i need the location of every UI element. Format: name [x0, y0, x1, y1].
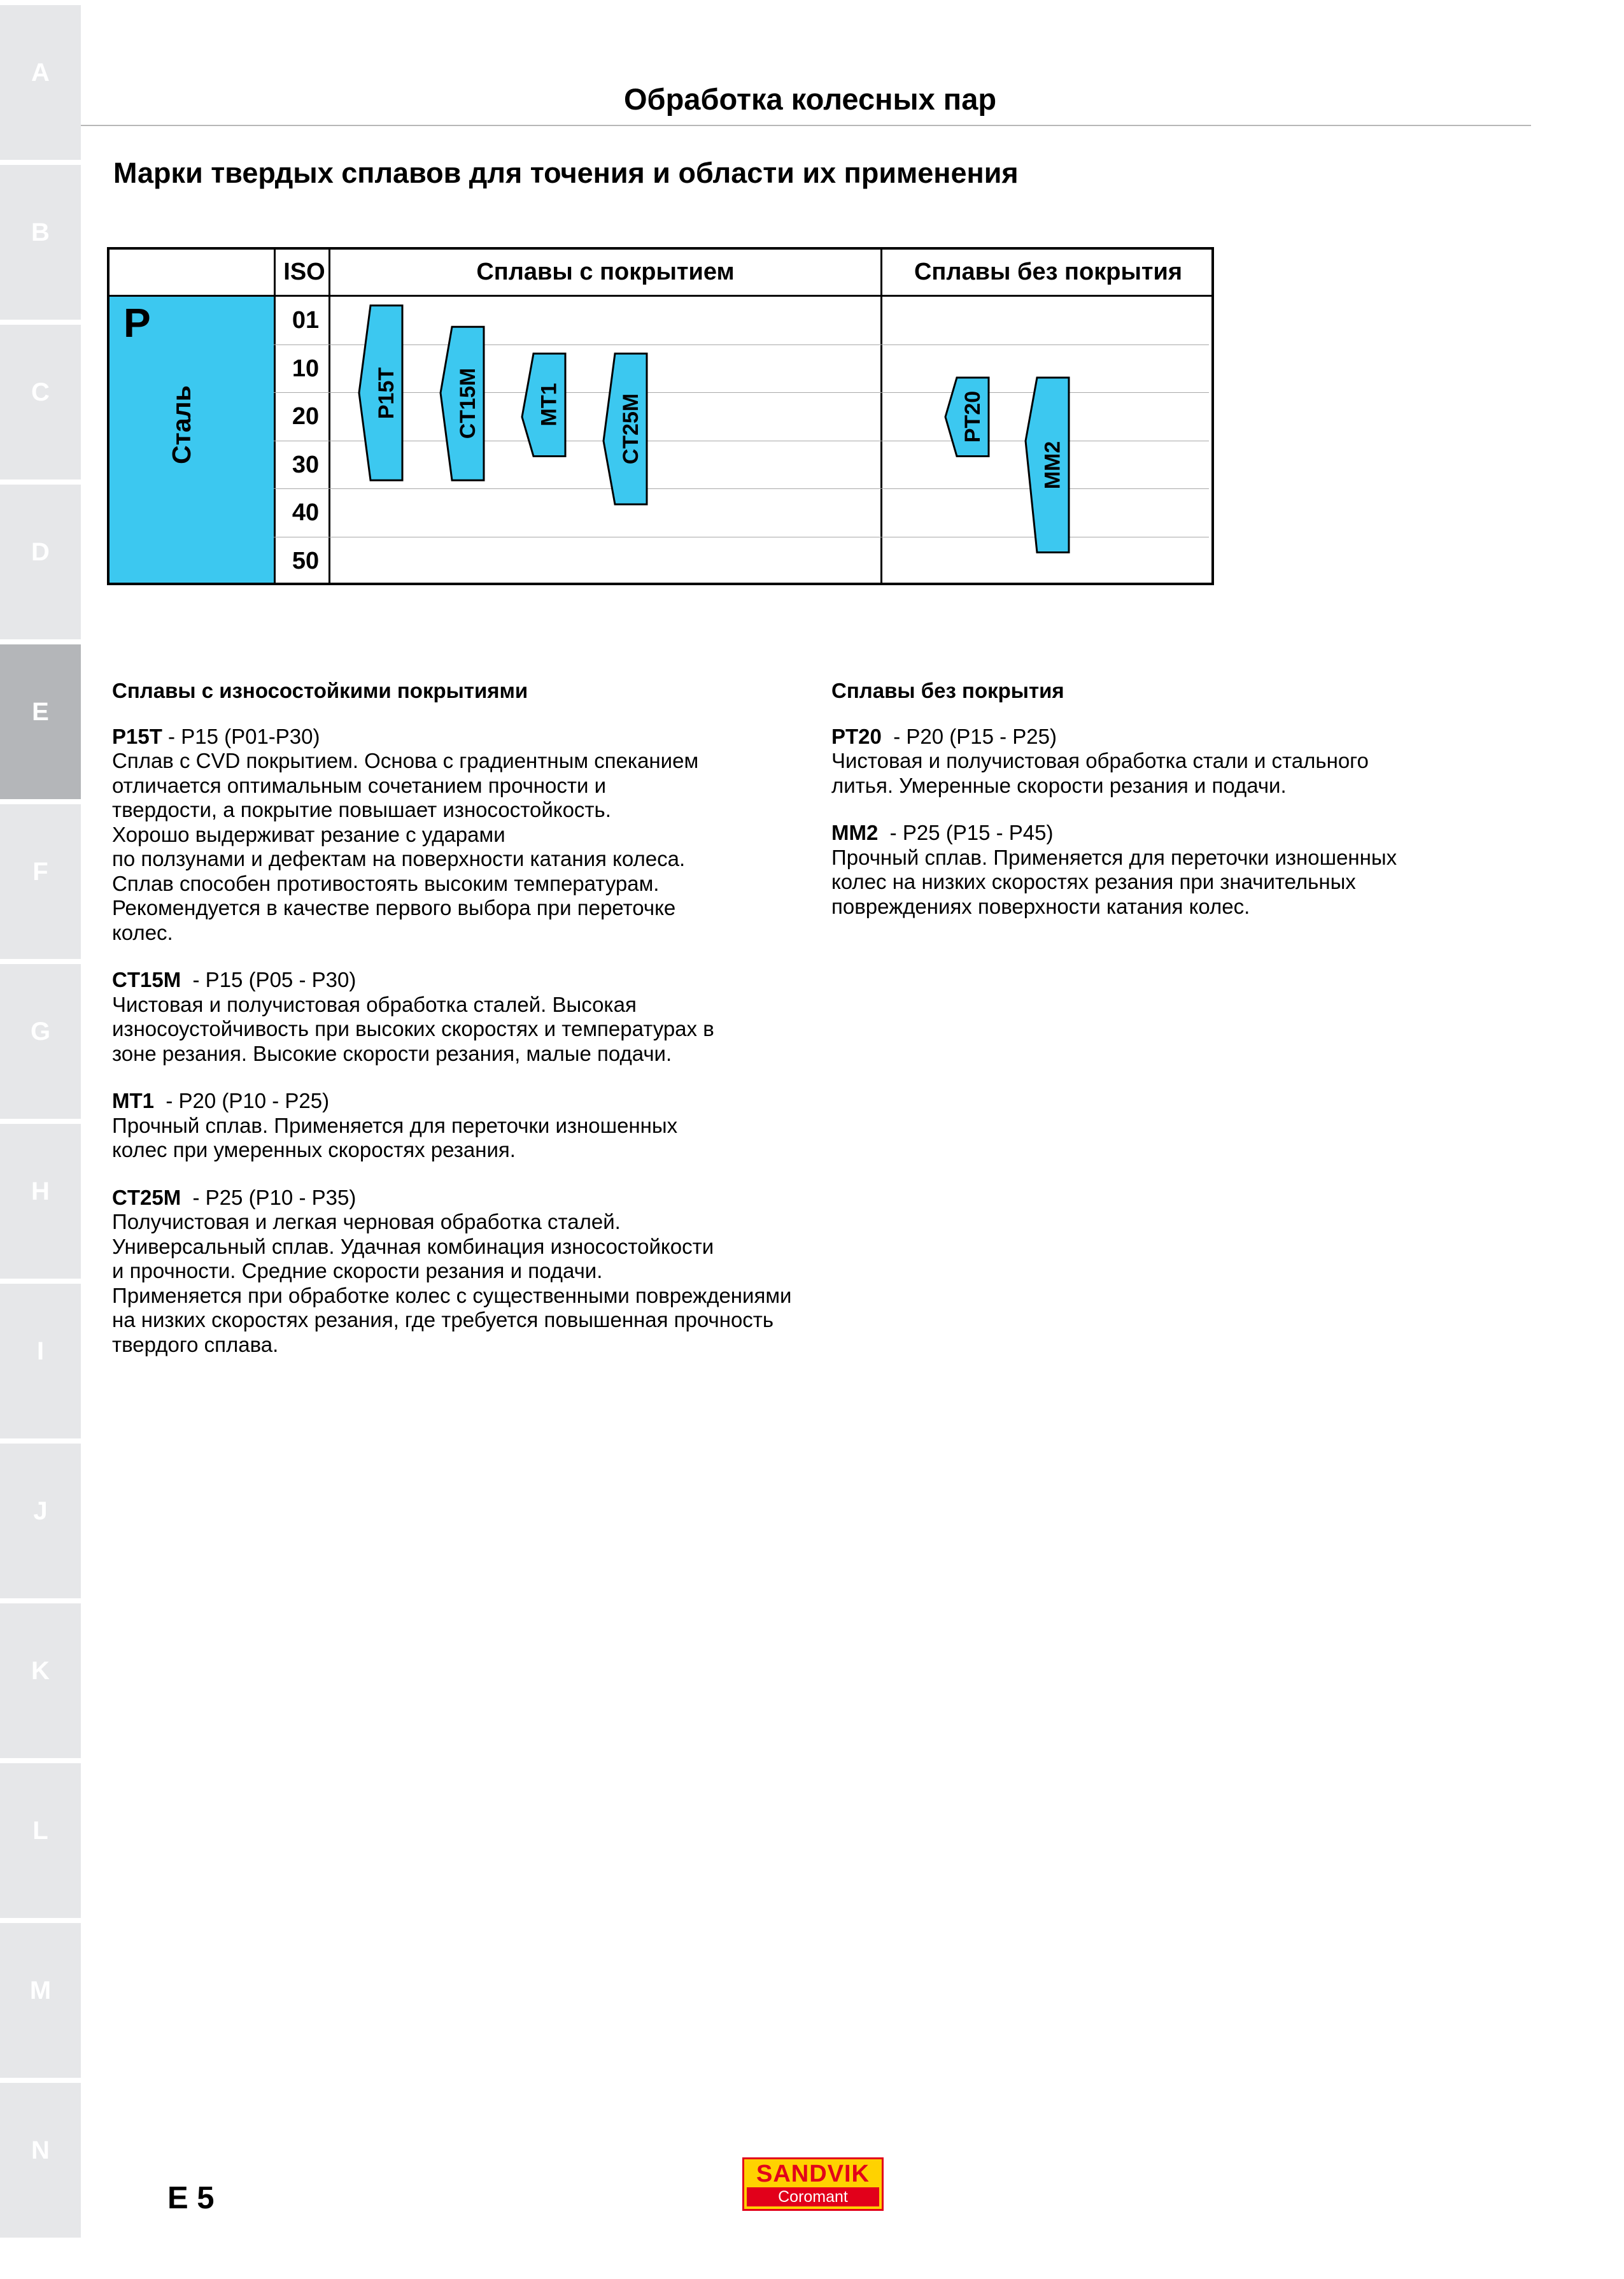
sandvik-coromant-logo	[742, 2157, 884, 2211]
side-tab-label: G	[30, 1018, 51, 1046]
side-tab-label: C	[31, 378, 50, 406]
grade-description-line: износоустойчивость при высоких скоростях и температурах в	[112, 1017, 714, 1040]
grade-description-line: Прочный сплав. Применяется для переточки изношенных	[112, 1113, 678, 1137]
grade-description-title	[112, 968, 876, 993]
side-tab-label: L	[32, 1817, 48, 1845]
uncoated-header: Сплавы без покрытия	[914, 259, 1183, 285]
grade-description-line: Прочный сплав. Применяется для переточки изношенных	[831, 845, 1397, 869]
grade-name: CT15M	[112, 968, 181, 991]
side-tab-e[interactable]	[0, 644, 81, 799]
grade-label-ct25m: CT25M	[618, 393, 643, 465]
uncoated-section-heading: Сплавы без покрытия	[831, 679, 1064, 702]
grade-spec: - P20 (P10 - P25)	[154, 1089, 330, 1112]
grade-description-line: Хорошо выдерживат резание с ударами	[112, 822, 505, 846]
side-index-tabs	[0, 0, 81, 2279]
coated-section-heading: Сплавы с износостойкими покрытиями	[112, 679, 528, 702]
logo-subbrand: Coromant	[747, 2187, 879, 2206]
page-title: Обработка колесных пар	[624, 82, 997, 116]
grade-label-mm2: MM2	[1040, 441, 1065, 490]
grade-description	[112, 724, 879, 946]
grade-description-line: Сплав способен противостоять высоким температурам.	[112, 871, 660, 895]
grade-description-line: колес.	[112, 920, 173, 944]
side-tab-label: A	[31, 59, 50, 87]
side-tab-label: B	[31, 218, 50, 246]
side-tab-h[interactable]	[0, 1124, 81, 1279]
grade-description-line: колес при умеренных скоростях резания.	[112, 1138, 516, 1161]
page-number: E 5	[167, 2181, 215, 2215]
iso-header: ISO	[283, 259, 325, 285]
side-tab-j[interactable]	[0, 1444, 81, 1598]
side-tab-n[interactable]	[0, 2083, 81, 2238]
grade-label-ct15m: CT15M	[455, 368, 480, 439]
grade-description-line: Чистовая и получистовая обработка стали и стального	[831, 749, 1369, 772]
grade-description-line: зоне резания. Высокие скорости резания, малые подачи.	[112, 1041, 672, 1065]
grade-range-chart	[109, 250, 1211, 583]
iso-value: 40	[292, 499, 320, 526]
side-tab-g[interactable]	[0, 964, 81, 1119]
grade-description-line: колес на низких скоростях резания при значительных	[831, 870, 1356, 893]
side-tab-k[interactable]	[0, 1603, 81, 1758]
side-tab-label: F	[32, 858, 48, 886]
side-tab-m[interactable]	[0, 1923, 81, 2078]
grade-description-title	[831, 821, 1532, 846]
grade-label-pt20: PT20	[960, 391, 985, 443]
header-divider	[81, 125, 1531, 126]
grade-description	[831, 821, 1532, 919]
iso-value: 30	[292, 451, 320, 478]
grade-description-title	[112, 1186, 876, 1210]
side-tab-label: H	[31, 1177, 50, 1205]
grade-description-line: Универсальный сплав. Удачная комбинация износостойкости	[112, 1234, 714, 1258]
grade-description-line: твердого сплава.	[112, 1332, 279, 1356]
grade-description-line: твердости, а покрытие повышает износостойкость.	[112, 798, 611, 821]
grade-name: MT1	[112, 1089, 154, 1112]
side-tab-f[interactable]	[0, 804, 81, 959]
grade-spec: - P25 (P15 - P45)	[878, 821, 1054, 844]
logo-brand: SANDVIK	[756, 2161, 870, 2187]
side-tab-c[interactable]	[0, 325, 81, 479]
side-tab-label: D	[31, 538, 50, 566]
grade-spec: - P25 (P10 - P35)	[181, 1185, 357, 1209]
side-tab-label: E	[32, 698, 49, 726]
uncoated-grades-section	[831, 679, 1532, 942]
grade-description-line: на низких скоростях резания, где требуется повышенная прочность	[112, 1308, 774, 1331]
iso-value: 01	[292, 307, 320, 334]
grade-name: PT20	[831, 724, 882, 748]
grade-description-line: повреждениях поверхности катания колес.	[831, 894, 1250, 918]
coated-grades-section	[112, 679, 879, 1380]
side-tab-label: N	[31, 2136, 50, 2164]
side-tab-label: I	[36, 1337, 45, 1365]
grade-description-line: по ползунами и дефектам на поверхности катания колеса.	[112, 847, 686, 870]
grade-description	[112, 1186, 876, 1358]
side-tab-i[interactable]	[0, 1284, 81, 1438]
grade-label-p15t: P15T	[374, 367, 399, 419]
grade-description	[112, 968, 876, 1066]
grade-spec: - P15 (P05 - P30)	[181, 968, 357, 991]
coated-header: Сплавы с покрытием	[476, 259, 735, 285]
grade-description	[831, 725, 1532, 799]
grade-description-line: Получистовая и легкая черновая обработка сталей.	[112, 1210, 621, 1233]
iso-value: 20	[292, 403, 320, 430]
grade-description-title	[112, 1089, 876, 1114]
grade-description-title	[831, 725, 1532, 749]
material-group-letter: P	[124, 300, 151, 346]
grade-spec: - P15 (P01-P30)	[162, 724, 320, 748]
iso-value: 10	[292, 355, 320, 382]
grade-description-line: Применяется при обработке колес с существенными повреждениями	[112, 1283, 792, 1307]
grade-description-line: и прочности. Средние скорости резания и подачи.	[112, 1259, 603, 1282]
grade-name: MM2	[831, 821, 879, 844]
grade-description-line: Рекомендуется в качестве первого выбора при переточке	[112, 896, 676, 919]
grade-description-line: Чистовая и получистовая обработка сталей. Высокая	[112, 992, 637, 1016]
side-tab-label: J	[33, 1497, 48, 1525]
grade-name: P15T	[112, 724, 162, 748]
grade-label-mt1: MT1	[537, 383, 561, 427]
side-tab-a[interactable]	[0, 5, 81, 160]
grade-name: CT25M	[112, 1185, 181, 1209]
side-tab-label: M	[29, 1977, 52, 2005]
side-tab-b[interactable]	[0, 165, 81, 320]
grade-table	[107, 247, 1214, 585]
side-tab-l[interactable]	[0, 1763, 81, 1918]
page-subtitle: Марки твердых сплавов для точения и области их применения	[113, 157, 1019, 189]
grade-description-title	[112, 725, 876, 749]
grade-spec: - P20 (P15 - P25)	[881, 724, 1057, 748]
material-group-name: Сталь	[167, 385, 196, 464]
side-tab-d[interactable]	[0, 485, 81, 639]
grade-description-line: отличается оптимальным сочетанием прочности и	[112, 773, 607, 797]
grade-description-line: Сплав с CVD покрытием. Основа с градиентным спеканием	[112, 749, 699, 772]
iso-value: 50	[292, 547, 320, 574]
side-tab-label: K	[31, 1657, 50, 1685]
grade-description	[112, 1089, 876, 1163]
grade-description-line: литья. Умеренные скорости резания и подачи.	[831, 773, 1287, 797]
